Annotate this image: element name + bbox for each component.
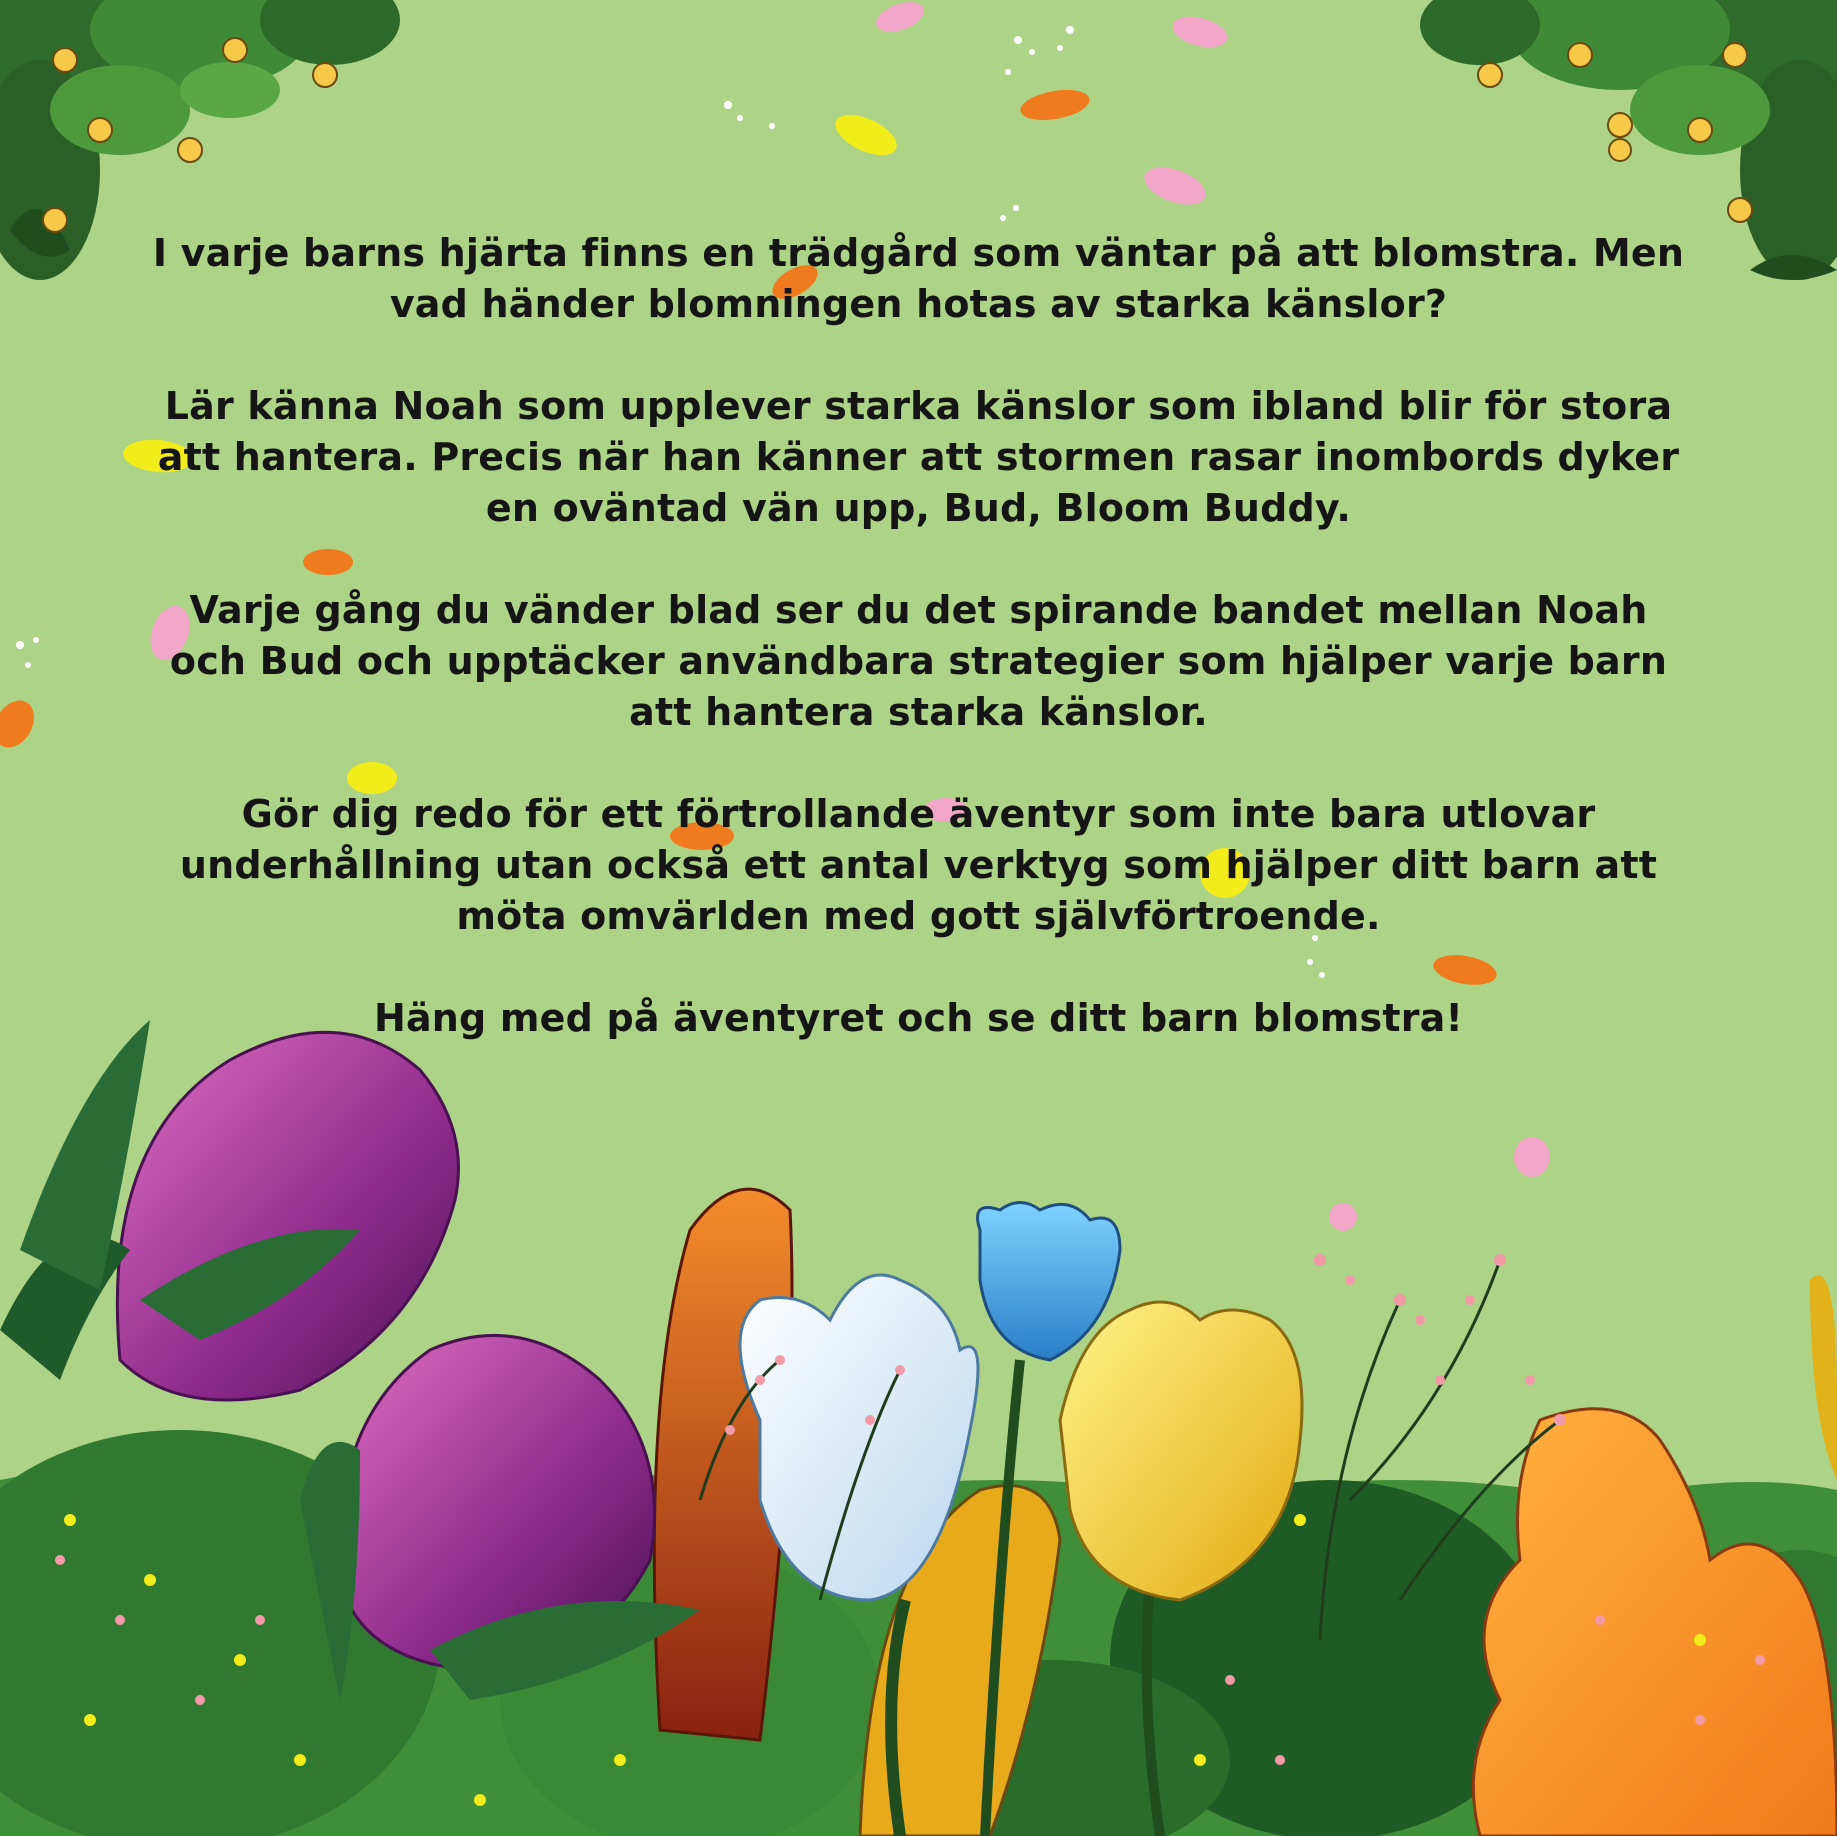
blurb-paragraph-3: Varje gång du vänder blad ser du det spirande bandet mellan Noah och Bud och upptäcker användbara strategier som hjälper varje barn att hantera starka känslor. [169,588,1668,734]
blurb-paragraph-1: I varje barns hjärta finns en trädgård som väntar på att blomstra. Men vad händer blomningen hotas av starka känslor? [152,231,1685,326]
back-cover-blurb [150,228,1687,1044]
blurb-paragraph-2: Lär känna Noah som upplever starka känslor som ibland blir för stora att hantera. Precis när han känner att stormen rasar inombords dyker en oväntad vän upp, Bud, Bloom Buddy. [157,384,1680,530]
blurb-paragraph-4: Gör dig redo för ett förtrollande äventyr som inte bara utlovar underhållning utan också ett antal verktyg som hjälper ditt barn att möta omvärlden med gott självförtroende. [179,792,1658,938]
blurb-paragraph-5: Häng med på äventyret och se ditt barn blomstra! [373,996,1464,1040]
purple-tulip-large [0,1020,458,1400]
